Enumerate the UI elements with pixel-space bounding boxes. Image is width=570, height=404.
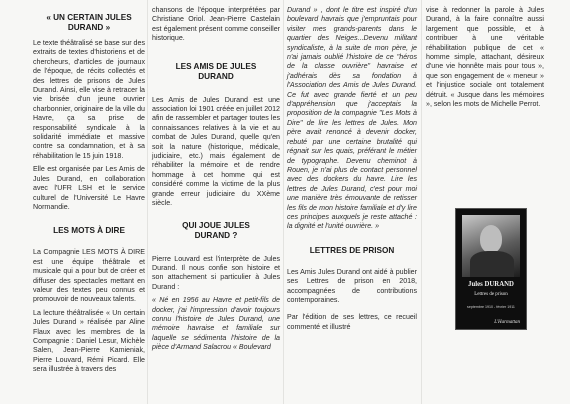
section-qui-joue	[152, 221, 280, 353]
paragraph: Les Amis Jules Durand ont aidé à publier ses Lettres de prison en 2018, accompagnées de contributions contemporaines.	[287, 267, 417, 304]
fold-line	[147, 0, 148, 404]
paragraph: Par l'édition de ses lettres, ce recueil commenté et illustré	[287, 313, 417, 331]
quote: « Né en 1956 au Havre et petit-fils de docker, j'ai l'impression d'avoir toujours connu l'histoire de Jules Durand, une mémoire havraise et familiale sur laquelle se sédimenta l'histoire de la pièce d'Armand Salacrou « Boulevard	[152, 296, 280, 352]
portrait-face	[480, 225, 502, 253]
section-title: QUI JOUE JULES DURAND ?	[182, 220, 250, 240]
section-title: « UN CERTAIN JULES DURAND »	[46, 13, 132, 32]
section-les-amis	[152, 62, 280, 209]
paragraph: Pierre Louvard est l'interprète de Jules Durand. Il nous confie son histoire et son attachement si particulier à Jules Durand :	[152, 254, 280, 291]
section-un-certain-jules-durand	[33, 13, 145, 212]
column-4	[426, 6, 544, 113]
paragraph: vise à redonner la parole à Jules Durand, à la faire connaître aussi largement que possible, et à contribuer à une véritable réhabilitation publique de cet « homme simple, attachant, désireux d'une vie honnête mais pour tous », que son engagement de « meneur » et l'injustice sociale ont totalement détruit. « Jusque dans les mémoires », selon les mots de Michelle Perrot.	[426, 6, 544, 109]
portrait-photo	[462, 215, 520, 277]
book-cover	[455, 208, 527, 330]
paragraph: Le texte théâtralisé se base sur des extraits de textes d'historiens et de chercheurs, d'articles de journaux de l'époque, de récits collectés et des lettres de prisons de Jules Durand. Ainsi, elle vise à retracer la vie brisée d'un jeune ouvrier charbonnier, originaire de la ville du Havre, ça sa prise de responsabilité syndicale à la solidarité immédiate et massive contre sa condamnation, et à sa réhabilitation le 15 juin 1918.	[33, 39, 145, 160]
column-3	[287, 6, 417, 336]
paragraph: Elle est organisée par Les Amis de Jules Durand, en collaboration avec l'UFR LSH et le service culturel de l'Université Le Havre Normandie.	[33, 165, 145, 211]
book-author: Jules DURAND	[468, 281, 514, 288]
publisher-logo: L'Harmattan	[494, 320, 520, 325]
section-lettres-de-prison	[287, 246, 417, 332]
book-dates: septembre 1910 - février 1911	[467, 305, 515, 309]
section-title: LES MOTS À DIRE	[53, 226, 125, 236]
paragraph: La lecture théâtralisée « Un certain Jules Durand » réalisée par Aline Flaux avec les membres de la Compagnie : Daniel Lesur, Michèle Salen, Jean-Pierre Kamieniak, Pierre Louvard, Rémi Picard. Elle sera illustrée à travers des	[33, 308, 145, 374]
section-title: LETTRES DE PRISON	[309, 245, 395, 255]
paragraph: La Compagnie LES MOTS À DIRE est une équipe théâtrale et musicale qui a pour but de créer et diffuser des spectacles mettant en valeur des textes peu connus et promouvoir de nouveaux talents.	[33, 248, 145, 304]
column-1	[33, 6, 145, 379]
section-title: LES AMIS DE JULES DURAND	[175, 61, 257, 81]
portrait-body	[470, 251, 514, 277]
paragraph: chansons de l'époque interprétées par Christiane Oriol. Jean-Pierre Castelain est également présent comme conseiller historique.	[152, 6, 280, 43]
fold-line	[283, 0, 284, 404]
book-title: Lettres de prison	[474, 292, 508, 297]
paragraph: Les Amis de Jules Durand est une association loi 1901 créée en juillet 2012 afin de rassembler et partager toutes les connaissances relatives à la vie et au combat de Jules Durand, quelle qu'en soit la nature (historique, médicale, judiciaire, etc.) mais également de réhabiliter la mémoire et de rendre hommage à cet homme qui est considéré comme la victime de la plus grande erreur judiciaire du XXème siècle.	[152, 95, 280, 208]
column-2	[152, 6, 280, 357]
quote-continuation: Durand » , dont le titre est inspiré d'un boulevard havrais que j'empruntais pour visiter mes grands-parents dans le quartier des Neiges...Devenu militant syndicaliste, à la suite de mon père, je n'ai jamais oublié l'histoire de ce "héros de la classe ouvrière" havraise et j'adhérais dès sa fondation à l'Association des Amis de Jules Durand. Ce fut avec grande fierté et un peu d'appréhension que j'acceptais la proposition de la compagnie "Les Mots à Dire" de lire les lettres de Jules. Mon père avait renoncé à devenir docker, rebuté par une certaine brutalité qui régnait sur les quais, préférant le métier de typographe. Devenu cheminot à Rouen, je n'ai plus de contact personnel avec des dockers du havre. Lire les lettres de Jules Durand, c'est pour moi une manière très émouvante de retisser les fils de mon histoire familiale et d'y lire ces principes auxquels je reste attaché : la dignité et l'unité ouvrière. »	[287, 6, 417, 231]
fold-line	[421, 0, 422, 404]
section-les-mots-a-dire	[33, 226, 145, 374]
